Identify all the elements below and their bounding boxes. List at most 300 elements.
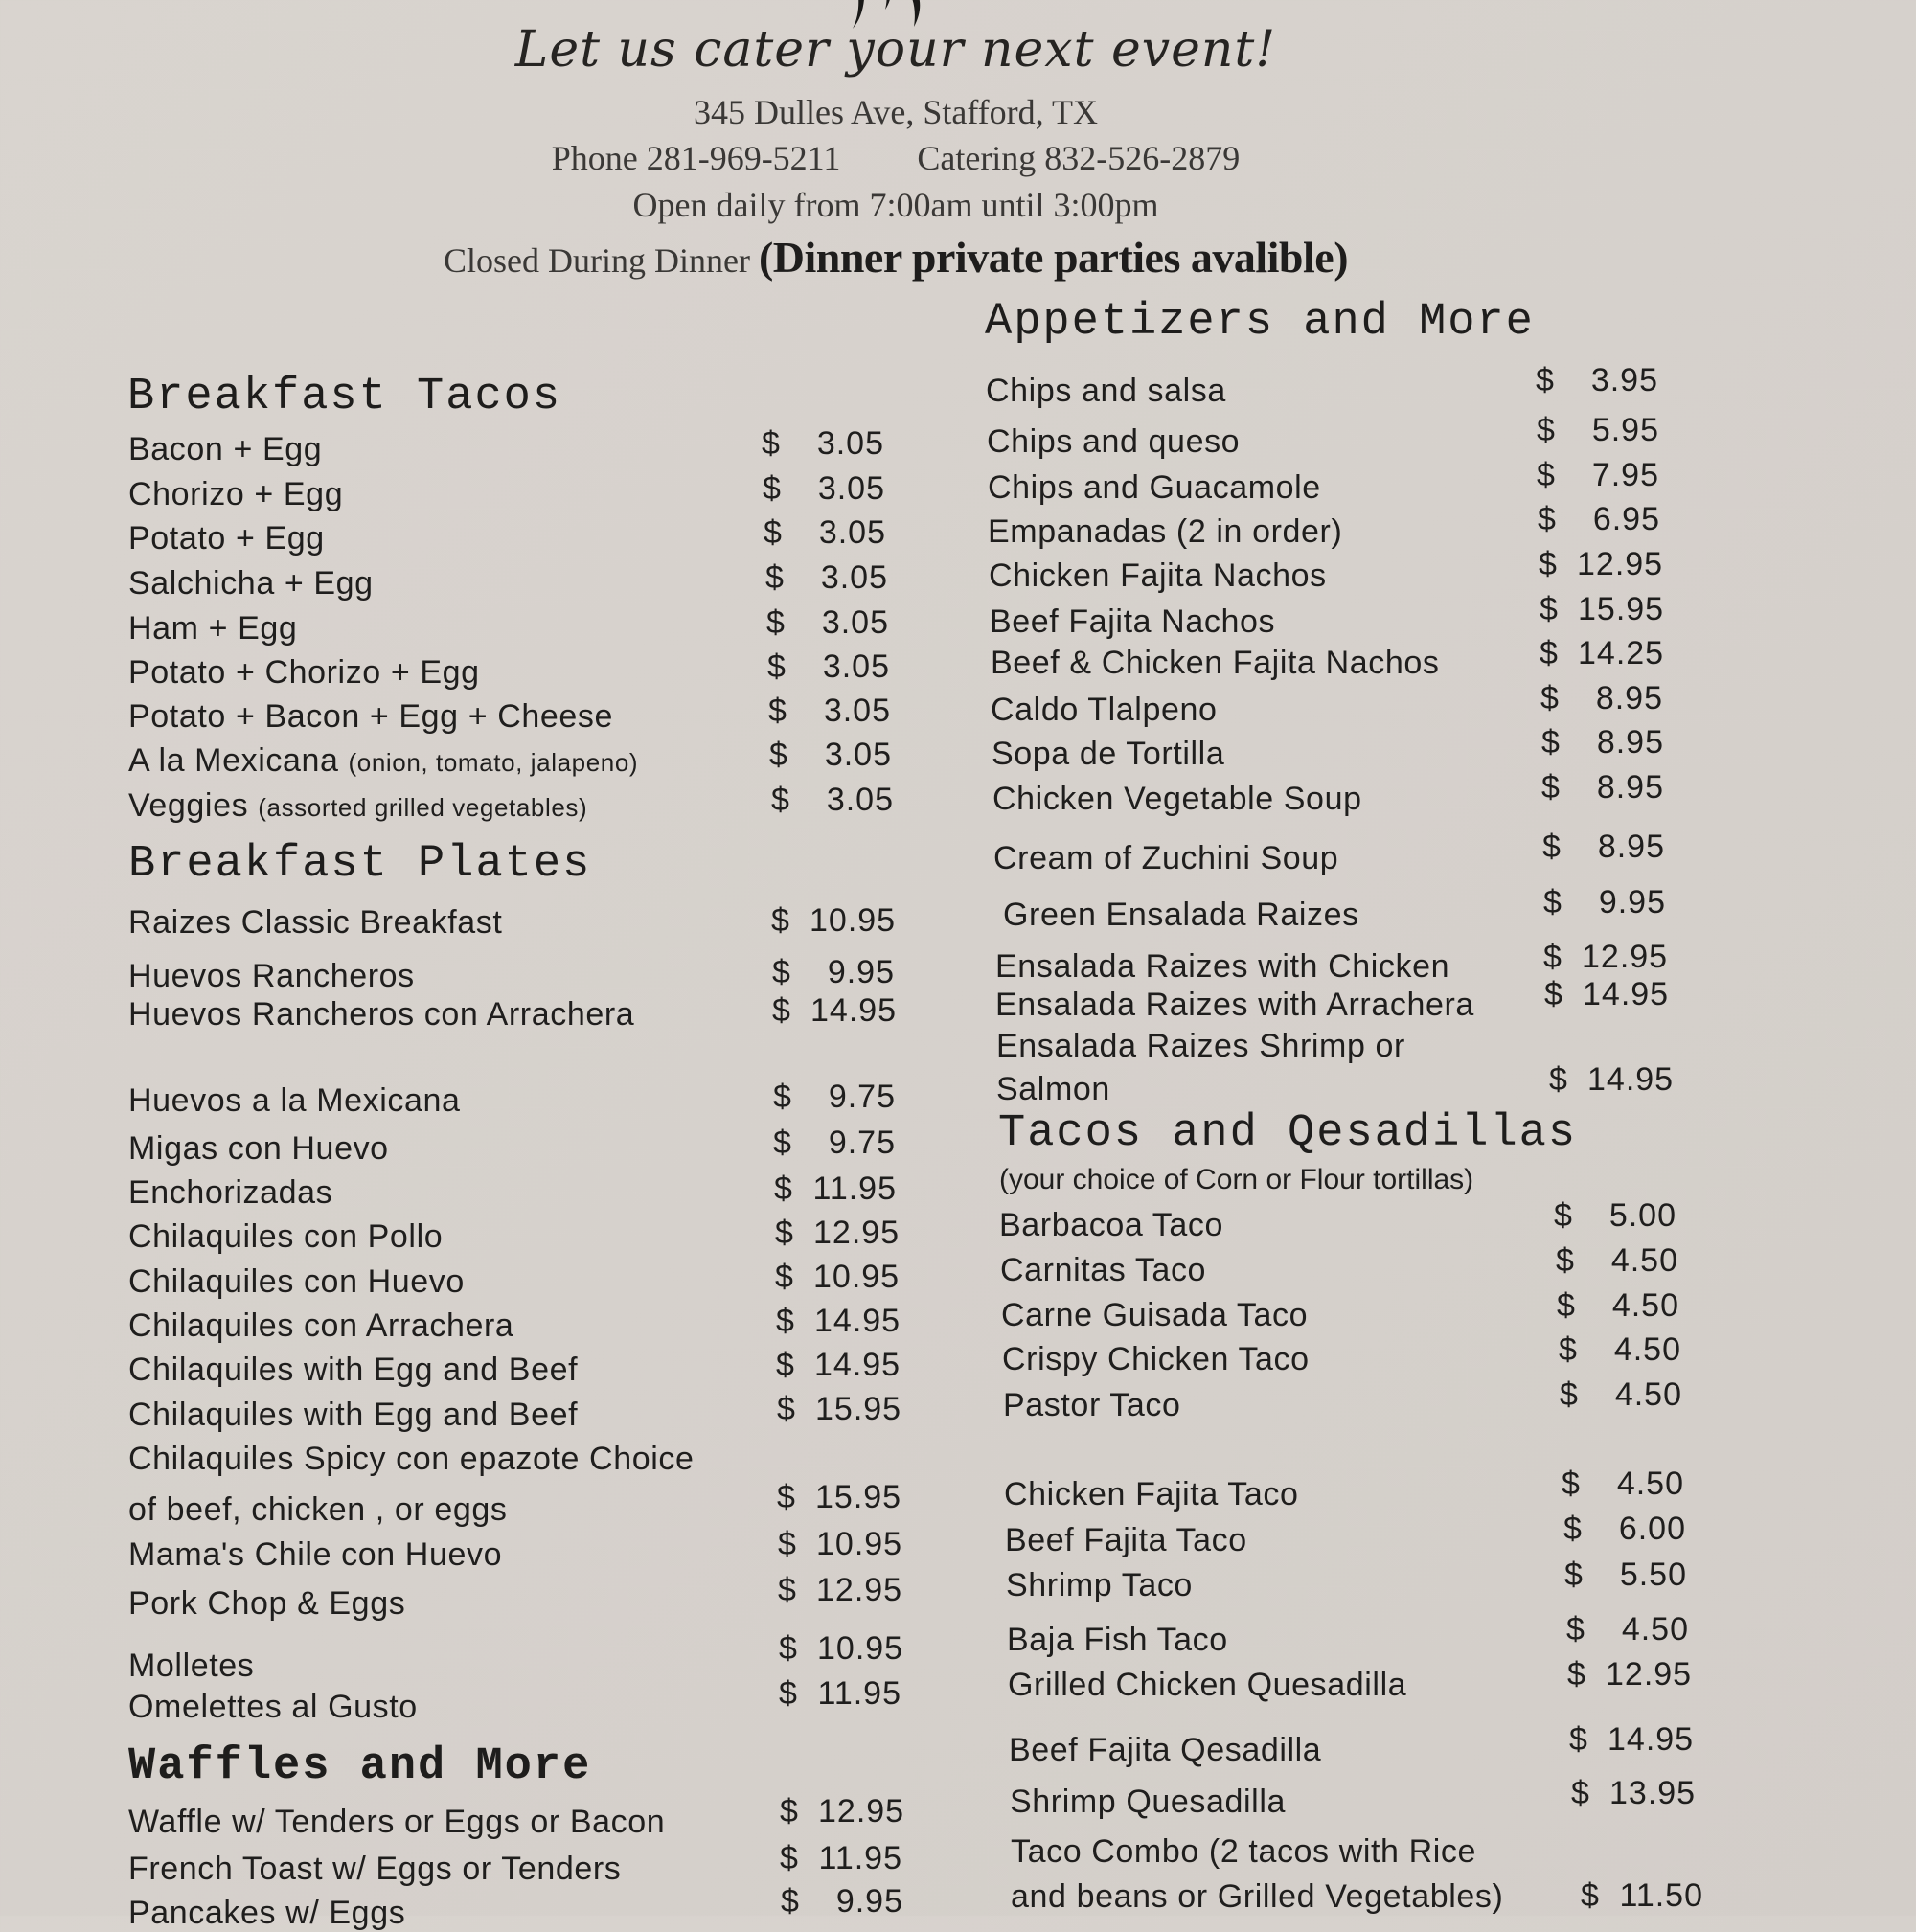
currency-symbol: $ — [1564, 1557, 1584, 1593]
item-label: Ensalada Raizes Shrimp or — [996, 1028, 1405, 1064]
currency-symbol: $ — [778, 1572, 797, 1608]
currency-symbol: $ — [1538, 501, 1557, 537]
closed-note: Closed During Dinner — [443, 241, 750, 280]
price-amount: 9.95 — [835, 1883, 903, 1920]
item-label: Pancakes w/ Eggs — [128, 1895, 406, 1931]
price-amount: 14.95 — [1608, 1721, 1695, 1758]
item-label: Chilaquiles with Egg and Beef — [128, 1352, 579, 1388]
menu-item-name — [992, 736, 1224, 773]
currency-symbol: $ — [1557, 1287, 1576, 1324]
menu-item-price — [1563, 1511, 1686, 1548]
price-amount: 11.50 — [1619, 1877, 1703, 1914]
menu-item-price — [772, 992, 898, 1030]
menu-item-name — [1008, 1667, 1406, 1704]
currency-symbol: $ — [779, 1675, 798, 1712]
menu-item-price — [1556, 1242, 1678, 1280]
item-label: Huevos a la Mexicana — [128, 1082, 461, 1119]
section-title-breakfast-tacos: Breakfast Tacos — [127, 372, 562, 422]
menu-item-name — [128, 1441, 695, 1478]
currency-symbol: $ — [781, 1883, 800, 1920]
price-amount: 14.95 — [810, 992, 898, 1029]
menu-item-price — [775, 1215, 901, 1252]
currency-symbol: $ — [772, 992, 791, 1029]
item-label: Chilaquiles con Arrachera — [128, 1307, 514, 1344]
menu-item-name — [987, 423, 1240, 461]
currency-symbol: $ — [1537, 412, 1556, 448]
currency-symbol: $ — [780, 1793, 799, 1830]
item-label: Chorizo + Egg — [128, 476, 344, 512]
menu-item-name — [128, 654, 480, 692]
price-amount: 3.95 — [1590, 362, 1658, 398]
menu-item-name — [128, 1851, 621, 1888]
price-amount: 6.00 — [1618, 1511, 1686, 1547]
menu-item-name — [1002, 1341, 1310, 1378]
menu-item-name — [988, 469, 1321, 507]
item-label: Beef Fajita Nachos — [990, 603, 1276, 640]
item-label: Ensalada Raizes with Arrachera — [995, 987, 1474, 1023]
price-amount: 14.95 — [814, 1303, 901, 1339]
currency-symbol: $ — [1581, 1877, 1600, 1914]
tortilla-choice-note: (your choice of Corn or Flour tortillas) — [999, 1164, 1474, 1195]
menu-item-name — [128, 1352, 578, 1389]
price-amount: 4.50 — [1610, 1242, 1678, 1279]
section-title-breakfast-plates: Breakfast Plates — [128, 839, 592, 890]
menu-item-name — [991, 645, 1439, 682]
menu-item-name — [128, 1130, 389, 1168]
menu-item-name — [996, 1028, 1405, 1065]
price-amount: 9.75 — [828, 1079, 896, 1115]
menu-item-name — [1003, 897, 1359, 934]
item-label: Beef & Chicken Fajita Nachos — [991, 645, 1440, 681]
price-amount: 7.95 — [1591, 457, 1659, 493]
item-label: Bacon + Egg — [128, 431, 323, 467]
menu-item-name — [128, 431, 322, 468]
currency-symbol: $ — [1543, 939, 1562, 975]
menu-item-name — [1010, 1784, 1286, 1821]
currency-symbol: $ — [779, 1630, 798, 1667]
menu-item-price — [1538, 501, 1660, 538]
menu-item-price — [778, 1526, 901, 1563]
menu-item-price — [1541, 769, 1664, 807]
price-amount: 11.95 — [818, 1840, 902, 1876]
item-label: Salchicha + Egg — [128, 565, 374, 602]
menu-item-price — [1564, 1557, 1687, 1594]
price-amount: 3.05 — [817, 470, 885, 507]
price-amount: 8.95 — [1595, 680, 1663, 716]
menu-item-name — [992, 781, 1362, 818]
menu-item-name — [128, 565, 374, 602]
menu-item-price — [1540, 635, 1665, 672]
menu-item-price — [1562, 1466, 1684, 1503]
currency-symbol: $ — [763, 470, 782, 507]
menu-item-price — [776, 1303, 899, 1340]
currency-symbol: $ — [1563, 1511, 1583, 1547]
price-amount: 4.50 — [1621, 1611, 1689, 1648]
currency-symbol: $ — [780, 1840, 799, 1876]
currency-symbol: $ — [1571, 1775, 1590, 1811]
menu-item-price — [1549, 1061, 1675, 1099]
section-title-waffles: Waffles and More — [128, 1741, 592, 1792]
item-label: Ensalada Raizes with Chicken — [995, 948, 1450, 985]
menu-item-name-line2: of beef, chicken , or eggs — [128, 1491, 508, 1528]
contact-line — [0, 138, 1791, 178]
currency-symbol: $ — [771, 902, 790, 939]
currency-symbol: $ — [773, 1125, 792, 1161]
item-label: Beef Fajita Taco — [1005, 1522, 1247, 1558]
menu-item-name — [128, 1263, 465, 1301]
currency-symbol: $ — [1562, 1466, 1581, 1502]
menu-item-price — [780, 1840, 902, 1877]
price-amount: 10.95 — [810, 902, 897, 939]
section-title-appetizers: Appetizers and More — [985, 297, 1535, 348]
currency-symbol: $ — [762, 425, 781, 462]
menu-item-name — [128, 787, 587, 825]
catering-tagline: Let us cater your next event! — [514, 21, 1277, 79]
menu-item-price — [773, 1079, 896, 1116]
menu-item-name — [128, 1174, 332, 1212]
currency-symbol: $ — [1540, 591, 1559, 627]
currency-symbol: $ — [1559, 1331, 1578, 1368]
item-label: A la Mexicana — [128, 742, 339, 779]
menu-item-price — [1569, 1721, 1695, 1759]
currency-symbol: $ — [1567, 1656, 1586, 1693]
address: 345 Dulles Ave, Stafford, TX — [694, 93, 1098, 131]
menu-item-name — [1011, 1833, 1476, 1871]
menu-item-price — [773, 1125, 896, 1162]
item-label: Caldo Tlalpeno — [991, 692, 1218, 728]
item-label: Chips and salsa — [986, 373, 1226, 409]
currency-symbol: $ — [768, 693, 787, 729]
menu-item-price — [777, 1479, 900, 1516]
currency-symbol: $ — [775, 1215, 794, 1251]
currency-symbol: $ — [771, 782, 790, 818]
menu-item-name — [128, 1536, 502, 1574]
price-amount: 10.95 — [816, 1526, 903, 1562]
item-label: Barbacoa Taco — [999, 1207, 1223, 1243]
price-amount: 12.95 — [818, 1793, 905, 1830]
menu-item-name — [1006, 1567, 1193, 1604]
menu-item-name — [988, 513, 1342, 551]
menu-item-price — [1566, 1611, 1689, 1648]
item-label: Cream of Zuchini Soup — [993, 840, 1339, 876]
currency-symbol: $ — [1539, 546, 1558, 582]
menu-item-price — [781, 1883, 903, 1921]
menu-item-price — [766, 604, 889, 642]
price-amount: 15.95 — [815, 1479, 902, 1515]
menu-item-price — [774, 1171, 897, 1208]
item-label: Mama's Chile con Huevo — [128, 1536, 503, 1573]
menu-item-name — [128, 476, 343, 513]
price-amount: 11.95 — [817, 1675, 901, 1712]
menu-item-price — [772, 954, 895, 991]
item-label: Raizes Classic Breakfast — [128, 904, 503, 941]
menu-item-price — [1557, 1287, 1679, 1325]
price-amount: 3.05 — [826, 782, 894, 818]
item-label: Pastor Taco — [1003, 1387, 1181, 1423]
menu-item-name — [128, 1082, 461, 1120]
menu-item-name — [128, 1397, 578, 1434]
currency-symbol: $ — [1566, 1611, 1585, 1648]
menu-item-name — [995, 948, 1449, 986]
currency-symbol: $ — [1569, 1721, 1588, 1758]
price-amount: 15.95 — [815, 1391, 902, 1427]
menu-item-name — [128, 1689, 418, 1726]
menu-item-price — [1536, 362, 1658, 399]
price-amount: 6.95 — [1592, 501, 1660, 537]
item-label: Crispy Chicken Taco — [1002, 1341, 1310, 1377]
currency-symbol: $ — [1541, 724, 1561, 761]
menu-item-name — [1005, 1522, 1247, 1559]
price-amount: 4.50 — [1611, 1287, 1679, 1324]
menu-item-name — [991, 692, 1218, 729]
menu-item-price — [1559, 1331, 1681, 1369]
currency-symbol: $ — [1540, 635, 1559, 671]
menu-item-name — [128, 1648, 254, 1685]
item-label: Chilaquiles with Egg and Beef — [128, 1397, 579, 1433]
opening-hours: Open daily from 7:00am until 3:00pm — [632, 186, 1159, 224]
currency-symbol: $ — [1544, 976, 1563, 1012]
menu-item-name — [128, 1307, 513, 1345]
price-amount: 14.95 — [1587, 1061, 1675, 1098]
menu-item-price — [768, 693, 891, 730]
item-label: Grilled Chicken Quesadilla — [1008, 1667, 1407, 1703]
price-amount: 14.25 — [1578, 635, 1665, 671]
price-amount: 5.95 — [1591, 412, 1659, 448]
currency-symbol: $ — [1554, 1197, 1573, 1234]
currency-symbol: $ — [1549, 1061, 1568, 1098]
price-amount: 3.05 — [821, 604, 889, 641]
menu-item-name — [1003, 1387, 1181, 1424]
menu-item-price — [779, 1630, 904, 1668]
price-amount: 9.95 — [827, 954, 895, 990]
menu-item-price — [1539, 546, 1664, 583]
menu-item-price — [1560, 1376, 1682, 1414]
currency-symbol: $ — [774, 1171, 793, 1207]
dinner-note — [0, 232, 1791, 283]
currency-symbol: $ — [773, 1079, 792, 1115]
menu-item-name — [128, 996, 634, 1034]
menu-item-price — [1543, 939, 1669, 976]
currency-symbol: $ — [776, 1303, 795, 1339]
item-label: Potato + Bacon + Egg + Cheese — [128, 698, 614, 735]
catering-number: Catering 832-526-2879 — [917, 139, 1241, 177]
private-parties-note: (Dinner private parties avalible) — [758, 233, 1349, 282]
item-note: (onion, tomato, jalapeno) — [348, 748, 639, 777]
price-amount: 13.95 — [1609, 1775, 1697, 1811]
item-label: Empanadas (2 in order) — [988, 513, 1343, 550]
item-label: Enchorizadas — [128, 1174, 333, 1211]
menu-item-name — [1001, 1297, 1308, 1334]
menu-item-price — [1540, 680, 1663, 717]
currency-symbol: $ — [772, 954, 791, 990]
price-amount: 8.95 — [1596, 769, 1664, 806]
item-label: Huevos Rancheros con Arrachera — [128, 996, 635, 1033]
currency-symbol: $ — [1540, 680, 1560, 716]
menu-item-price — [775, 1259, 901, 1296]
item-label: Chilaquiles con Huevo — [128, 1263, 465, 1300]
menu-item-price — [1581, 1877, 1703, 1915]
menu-item-name — [128, 1895, 405, 1932]
menu-item-name — [128, 958, 415, 995]
menu-item-name — [990, 603, 1275, 641]
price-amount: 11.95 — [812, 1171, 897, 1207]
item-label: Carne Guisada Taco — [1001, 1297, 1309, 1333]
menu-item-price — [765, 559, 888, 597]
menu-item-name-line2: and beans or Grilled Vegetables) — [1011, 1878, 1504, 1915]
item-label: Baja Fish Taco — [1007, 1622, 1228, 1658]
currency-symbol: $ — [778, 1526, 797, 1562]
item-label: Shrimp Quesadilla — [1010, 1784, 1286, 1820]
menu-item-name — [128, 1585, 405, 1623]
currency-symbol: $ — [1537, 457, 1556, 493]
currency-symbol: $ — [775, 1259, 794, 1295]
price-amount: 4.50 — [1616, 1466, 1684, 1502]
price-amount: 12.95 — [813, 1215, 901, 1251]
menu-item-price — [1542, 829, 1665, 866]
item-label: Potato + Egg — [128, 520, 325, 557]
currency-symbol: $ — [766, 604, 786, 641]
price-amount: 10.95 — [813, 1259, 901, 1295]
currency-symbol: $ — [769, 737, 788, 773]
menu-item-price — [1567, 1656, 1693, 1693]
currency-symbol: $ — [1541, 769, 1561, 806]
currency-symbol: $ — [776, 1347, 795, 1383]
menu-item-name — [128, 1218, 443, 1256]
price-amount: 3.05 — [820, 559, 888, 596]
item-label: French Toast w/ Eggs or Tenders — [128, 1851, 622, 1887]
price-amount: 3.05 — [823, 693, 891, 729]
menu-item-price — [1541, 724, 1664, 761]
price-amount: 8.95 — [1597, 829, 1665, 865]
item-label: Chips and Guacamole — [988, 469, 1321, 506]
item-label: Chicken Vegetable Soup — [992, 781, 1362, 817]
menu-item-price — [777, 1391, 900, 1428]
menu-item-name — [1000, 1252, 1206, 1289]
price-amount: 9.75 — [828, 1125, 896, 1161]
currency-symbol: $ — [1543, 884, 1562, 921]
price-amount: 14.95 — [814, 1347, 901, 1383]
menu-item-price — [1540, 591, 1665, 628]
menu-item-price — [771, 902, 897, 940]
item-label: Potato + Chorizo + Egg — [128, 654, 480, 691]
menu-item-price — [1571, 1775, 1697, 1812]
menu-item-name — [989, 557, 1327, 595]
menu-item-price — [776, 1347, 899, 1384]
menu-item-name — [995, 987, 1474, 1024]
item-label: Shrimp Taco — [1006, 1567, 1193, 1603]
menu-item-price — [763, 470, 885, 508]
item-label: Veggies — [128, 787, 249, 824]
item-label: Molletes — [128, 1648, 255, 1684]
item-label: Chilaquiles Spicy con epazote Choice — [128, 1441, 695, 1477]
price-amount: 12.95 — [1606, 1656, 1693, 1693]
menu-item-name — [1007, 1622, 1228, 1659]
menu-item-name — [986, 373, 1226, 410]
currency-symbol: $ — [1556, 1242, 1575, 1279]
menu-item-price — [1544, 976, 1670, 1013]
currency-symbol: $ — [1536, 362, 1555, 398]
price-amount: 3.05 — [818, 514, 886, 551]
menu-item-name — [128, 1804, 665, 1841]
currency-symbol: $ — [765, 559, 785, 596]
currency-symbol: $ — [767, 648, 787, 685]
price-amount: 12.95 — [816, 1572, 903, 1608]
price-amount: 12.95 — [1582, 939, 1669, 975]
section-title-tacos-quesadillas: Tacos and Qesadillas — [998, 1108, 1578, 1159]
menu-item-name — [993, 840, 1338, 877]
price-amount: 3.05 — [822, 648, 890, 685]
menu-item-name — [1009, 1732, 1321, 1769]
menu-item-name-line2: Salmon — [996, 1071, 1110, 1107]
phone-number: Phone 281-969-5211 — [551, 139, 841, 177]
menu-item-price — [764, 514, 886, 552]
item-label: Chilaquiles con Pollo — [128, 1218, 444, 1255]
item-label: Green Ensalada Raizes — [1003, 897, 1359, 933]
item-label: Taco Combo (2 tacos with Rice — [1011, 1833, 1477, 1870]
item-label: Chicken Fajita Nachos — [989, 557, 1327, 594]
item-label: Beef Fajita Qesadilla — [1009, 1732, 1322, 1768]
menu-item-name — [128, 904, 502, 942]
item-label: Pork Chop & Eggs — [128, 1585, 406, 1622]
menu-item-price — [1537, 457, 1659, 494]
item-label: Ham + Egg — [128, 610, 298, 647]
menu-item-name — [128, 698, 613, 736]
price-amount: 15.95 — [1578, 591, 1665, 627]
item-label: Waffle w/ Tenders or Eggs or Bacon — [128, 1804, 666, 1840]
currency-symbol: $ — [777, 1391, 796, 1427]
menu-item-name — [128, 520, 325, 557]
menu-item-price — [1554, 1197, 1676, 1235]
price-amount: 3.05 — [816, 425, 884, 462]
item-label: Migas con Huevo — [128, 1130, 389, 1167]
price-amount: 9.95 — [1598, 884, 1666, 921]
price-amount: 10.95 — [817, 1630, 904, 1667]
menu-item-name — [1004, 1476, 1298, 1513]
currency-symbol: $ — [1560, 1376, 1579, 1413]
price-amount: 14.95 — [1583, 976, 1670, 1012]
price-amount: 4.50 — [1614, 1376, 1682, 1413]
menu-item-price — [778, 1572, 901, 1609]
currency-symbol: $ — [777, 1479, 796, 1515]
price-amount: 5.00 — [1608, 1197, 1676, 1234]
menu-item-price — [762, 425, 884, 463]
price-amount: 12.95 — [1577, 546, 1664, 582]
item-note: (assorted grilled vegetables) — [258, 793, 588, 822]
item-label: Omelettes al Gusto — [128, 1689, 418, 1725]
menu-item-name — [128, 610, 297, 648]
menu-item-price — [779, 1675, 901, 1713]
price-amount: 8.95 — [1596, 724, 1664, 761]
item-label: Sopa de Tortilla — [992, 736, 1225, 772]
currency-symbol: $ — [1542, 829, 1562, 865]
currency-symbol: $ — [764, 514, 783, 551]
menu-item-price — [1537, 412, 1659, 449]
menu-item-price — [769, 737, 892, 774]
menu-item-price — [1543, 884, 1666, 921]
menu-item-name — [999, 1207, 1223, 1244]
menu-item-price — [771, 782, 894, 819]
price-amount: 5.50 — [1619, 1557, 1687, 1593]
menu-item-price — [780, 1793, 905, 1830]
item-label: Carnitas Taco — [1000, 1252, 1207, 1288]
menu-item-price — [767, 648, 890, 686]
item-label: Chips and queso — [987, 423, 1241, 460]
item-label: Huevos Rancheros — [128, 958, 415, 994]
price-amount: 4.50 — [1613, 1331, 1681, 1368]
menu-item-name — [128, 742, 638, 780]
price-amount: 3.05 — [824, 737, 892, 773]
item-label: Chicken Fajita Taco — [1004, 1476, 1299, 1512]
